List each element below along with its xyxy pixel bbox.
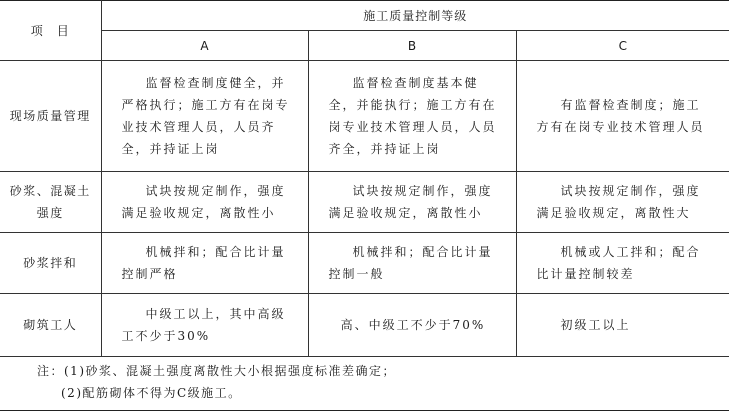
- table-row: [0, 233, 729, 294]
- table-row: [0, 61, 729, 172]
- item-header: 项 目: [30, 23, 70, 38]
- table-cell: 机械拌和；配合比计量控制一般: [308, 233, 516, 294]
- table-cell: 监督检查制度健全，并严格执行；施工方有在岗专业技术管理人员，人员齐全，并持证上岗: [101, 61, 308, 172]
- table-cell: 机械或人工拌和；配合比计量控制较差: [516, 233, 729, 294]
- row-label-site-quality-management: 现场质量管理: [0, 61, 101, 172]
- note-line-2: (2)配筋砌体不得为C级施工。: [61, 386, 242, 400]
- grade-a-header: A: [101, 31, 308, 61]
- row-label-mortar-concrete-strength: 砂浆、混凝土强度: [0, 172, 101, 233]
- table-cell: 监督检查制度基本健全，并能执行；施工方有在岗专业技术管理人员，人员齐全，并持证上岗: [308, 61, 516, 172]
- grade-group-header: 施工质量控制等级: [363, 8, 468, 23]
- table-notes: [0, 356, 729, 411]
- note-line-1: 注：(1)砂浆、混凝土强度离散性大小根据强度标准差确定；: [37, 364, 397, 378]
- grade-b-header: B: [308, 31, 516, 61]
- grade-group-header-cell: [101, 1, 729, 31]
- table-cell: 试块按规定制作，强度满足验收规定，离散性小: [101, 172, 308, 233]
- table-cell: 试块按规定制作，强度满足验收规定，离散性大: [516, 172, 729, 233]
- table-cell: 试块按规定制作，强度满足验收规定，离散性小: [308, 172, 516, 233]
- header-row-2: [0, 31, 729, 61]
- table-cell: 初级工以上: [516, 294, 729, 357]
- table-row: [0, 294, 729, 357]
- grade-c-header: C: [516, 31, 729, 61]
- table-cell: 高、中级工不少于70%: [308, 294, 516, 357]
- header-row-1: [0, 1, 729, 31]
- table-cell: 机械拌和；配合比计量控制严格: [101, 233, 308, 294]
- item-header-cell: [0, 1, 101, 61]
- table-cell: 中级工以上，其中高级工不少于30%: [101, 294, 308, 357]
- table-cell: 有监督检查制度；施工方有在岗专业技术管理人员: [516, 61, 729, 172]
- row-label-mortar-mixing: 砂浆拌和: [0, 233, 101, 294]
- table-row: [0, 172, 729, 233]
- row-label-masonry-workers: 砌筑工人: [0, 294, 101, 357]
